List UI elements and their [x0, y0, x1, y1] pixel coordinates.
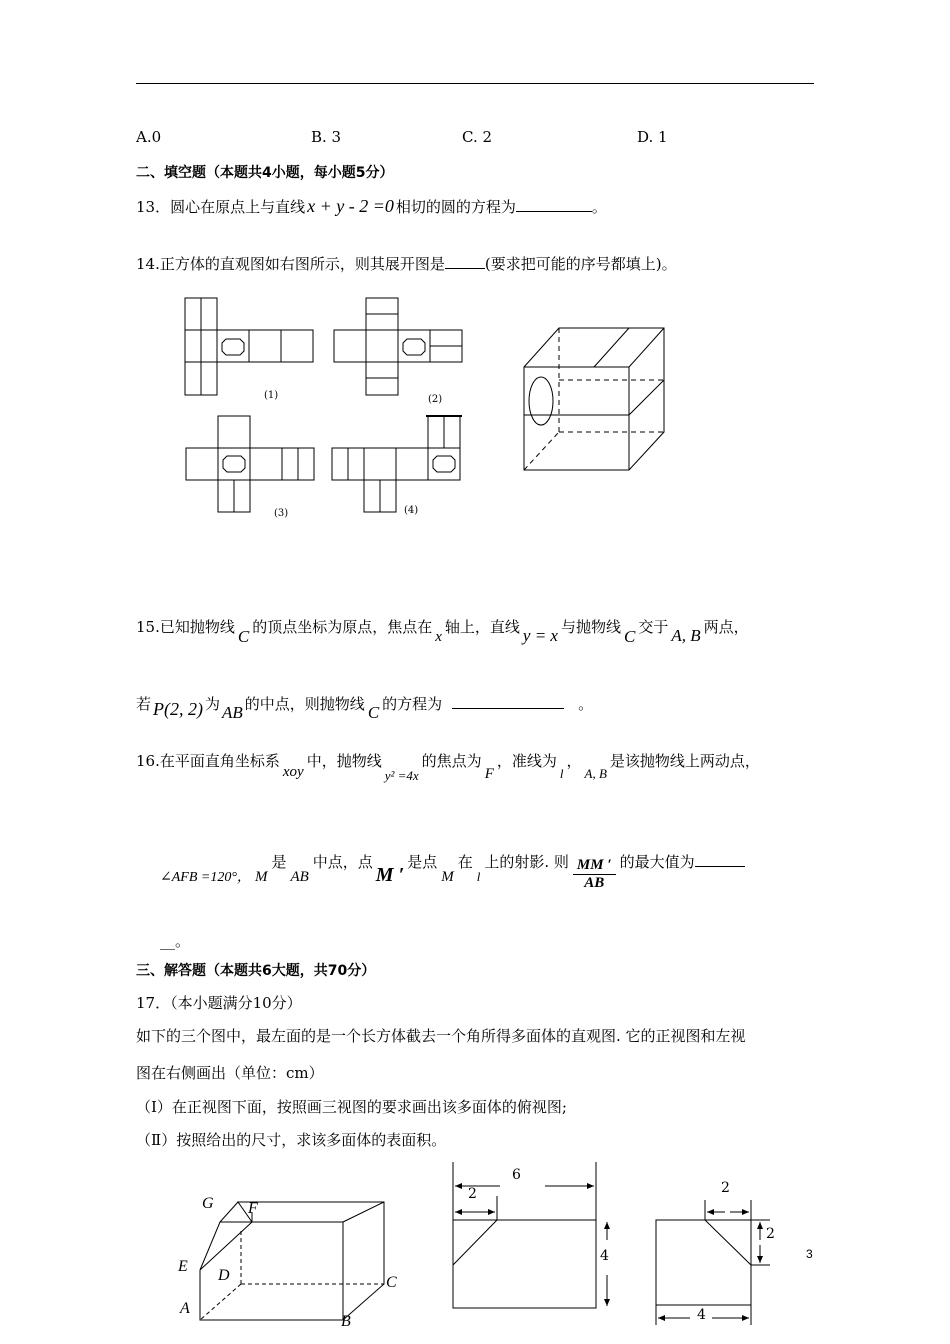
- front-dim-width: 6: [512, 1167, 521, 1183]
- net-label-4: (4): [404, 505, 419, 516]
- q13-equation: x + y - 2 =0: [307, 196, 394, 216]
- option-c: C. 2: [462, 128, 493, 146]
- q16-text: 的最大值为: [619, 853, 695, 871]
- q16-var-m: M: [441, 869, 454, 885]
- side-dim-cut-top: 2: [721, 1180, 730, 1196]
- q15-text: 的方程为: [382, 695, 443, 713]
- q16-text: 是该抛物线上两动点，: [609, 752, 760, 770]
- q17-part-1: （Ⅰ）在正视图下面，按照画三视图的要求画出该多面体的俯视图;: [136, 1098, 567, 1116]
- polyhedron-drawing: [200, 1202, 384, 1320]
- q16-segment-ab: AB: [290, 869, 309, 885]
- q13-text2: 相切的圆的方程为: [395, 198, 516, 216]
- q16-var-m: M: [254, 869, 268, 885]
- q16-angle: ∠AFB =120°，: [160, 870, 251, 885]
- net-label-3: (3): [274, 508, 289, 519]
- option-b: B. 3: [311, 128, 342, 146]
- q15-text: 若: [136, 695, 152, 713]
- q16-focus-f: F: [484, 766, 494, 782]
- q16-points-ab: A, B: [584, 766, 607, 781]
- q15-line-eq: y = x: [522, 626, 558, 645]
- q16-text: 16.在平面直角坐标系: [136, 752, 280, 770]
- q13-end: 。: [591, 198, 607, 216]
- q16-text: 是: [271, 853, 287, 871]
- q15-text: 交于: [638, 618, 669, 636]
- q16-xoy: xoy: [282, 764, 304, 780]
- option-a: A.0: [136, 128, 162, 146]
- q15-var-x: x: [435, 629, 442, 645]
- q15-var-c: C: [623, 627, 636, 646]
- q13-text1: 13．圆心在原点上与直线: [136, 198, 306, 216]
- q14-text2: (要求把可能的序号都填上)。: [484, 255, 677, 273]
- vertex-f: F: [248, 1200, 258, 1217]
- q17-paragraph-1: 如下的三个图中，最左面的是一个长方体截去一个角所得多面体的直观图. 它的正视图和左视: [136, 1027, 746, 1045]
- vertex-g: G: [202, 1195, 214, 1212]
- q15-var-c: C: [237, 627, 250, 646]
- vertex-b: B: [341, 1313, 351, 1330]
- q16-text: 的焦点为: [421, 752, 482, 770]
- front-view: [453, 1162, 607, 1308]
- vertex-c: C: [386, 1274, 397, 1291]
- vertex-d: D: [218, 1267, 230, 1284]
- q17-heading: 17．（本小题满分10分）: [136, 994, 302, 1012]
- net-label-2: (2): [428, 394, 443, 405]
- q16-text: ，准线为: [496, 752, 557, 770]
- q16-numerator: MM ′: [573, 857, 616, 875]
- q15-points-ab: A, B: [671, 626, 701, 645]
- section-2-title: 二、填空题（本题共4小题，每小题5分）: [136, 165, 394, 181]
- side-dim-width: 4: [697, 1307, 706, 1323]
- section-3-title: 三、解答题（本题共6大题，共70分）: [136, 963, 376, 979]
- q16-var-mprime: M ′: [375, 864, 405, 886]
- q15-text: 的中点，则抛物线: [244, 695, 365, 713]
- q15-var-c: C: [367, 703, 380, 722]
- q16-text: 是点: [407, 853, 438, 871]
- front-dim-cut: 2: [468, 1186, 477, 1202]
- vertex-a: A: [180, 1300, 190, 1317]
- q15-text: 与抛物线: [560, 618, 621, 636]
- q15-text: 15.已知抛物线: [136, 618, 235, 636]
- q16-text: 中，抛物线: [306, 752, 382, 770]
- q16-denominator: AB: [584, 875, 605, 891]
- q15-text: 为: [205, 695, 221, 713]
- q16-text: 上的射影. 则: [484, 853, 569, 871]
- front-dim-height: 4: [600, 1248, 609, 1264]
- q16-var-l: l: [476, 869, 481, 884]
- q14-text1: 14.正方体的直观图如右图所示，则其展开图是: [136, 255, 445, 273]
- q16-parabola-eq: y² =4x: [384, 768, 419, 783]
- q15-segment-ab: AB: [222, 703, 243, 722]
- q15-end: 。: [578, 695, 594, 713]
- q16-text: 在: [457, 853, 473, 871]
- option-d: D. 1: [637, 128, 668, 146]
- q17-paragraph-2: 图在右侧画出（单位：cm）: [136, 1064, 324, 1082]
- q16-line3: __。: [160, 932, 191, 950]
- q15-text: 的顶点坐标为原点，焦点在: [252, 618, 433, 636]
- page-number: 3: [806, 1247, 813, 1261]
- q16-text: ，: [566, 752, 582, 770]
- side-view: [656, 1200, 770, 1325]
- q16-text: 中点，点: [312, 853, 373, 871]
- q15-text: 两点，: [703, 618, 749, 636]
- q15-text: 轴上，直线: [444, 618, 520, 636]
- q15-point-p: P(2, 2): [153, 699, 203, 719]
- q17-part-2: （Ⅱ）按照给出的尺寸，求该多面体的表面积。: [136, 1131, 447, 1149]
- q16-directrix-l: l: [559, 766, 564, 781]
- net-label-1: (1): [264, 390, 279, 401]
- vertex-e: E: [178, 1258, 188, 1275]
- side-dim-cut-right: 2: [766, 1226, 775, 1242]
